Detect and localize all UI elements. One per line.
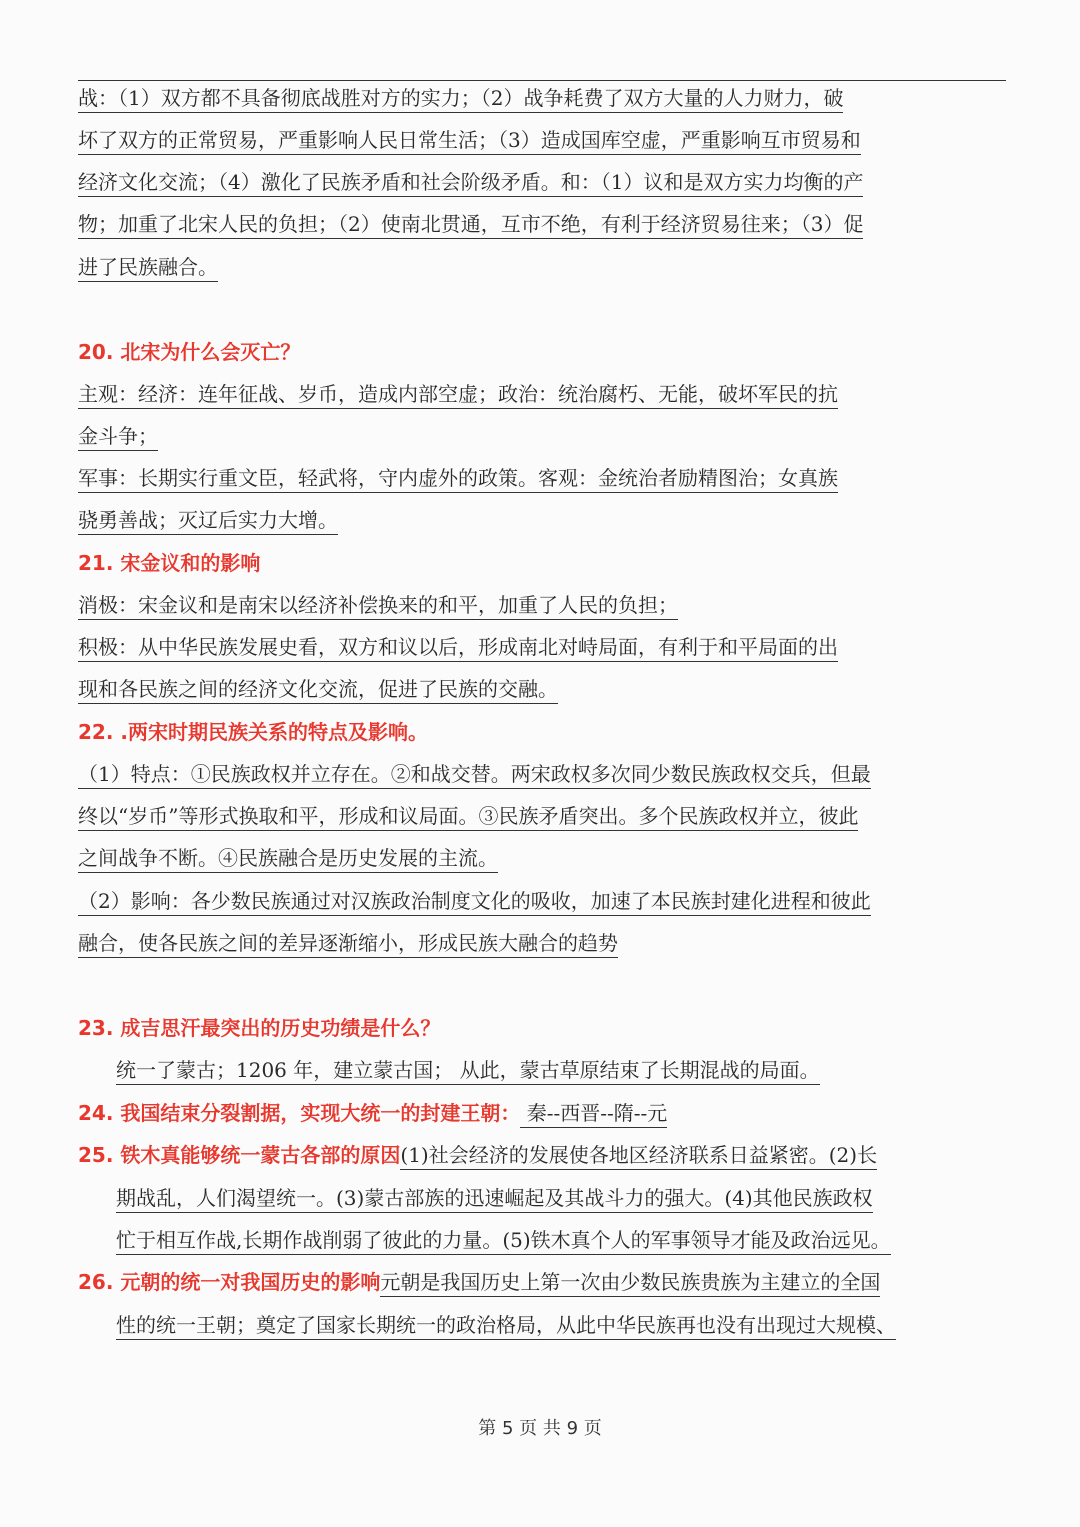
answer-line xyxy=(116,1226,891,1256)
underlined-text: 主观：经济：连年征战、岁币，造成内部空虚；政治：统治腐朽、无能，破坏军民的抗 xyxy=(78,382,838,409)
answer-line xyxy=(116,1311,896,1341)
answer-line xyxy=(78,887,871,917)
answer-line xyxy=(78,760,871,790)
underlined-text: （1）特点：①民族政权并立存在。②和战交替。两宋政权多次同少数民族政权交兵，但最 xyxy=(78,762,871,789)
answer-line xyxy=(78,380,838,410)
answer-line xyxy=(78,633,838,663)
underlined-text: 秦--西晋--隋--元 xyxy=(520,1101,667,1128)
answer-line xyxy=(116,1056,820,1086)
question-26-title: 26. 元朝的统一对我国历史的影响 xyxy=(78,1270,381,1294)
question-24-line xyxy=(78,1099,667,1129)
answer-line xyxy=(78,506,338,536)
underlined-text: （2）影响：各少数民族通过对汉族政治制度文化的吸收，加速了本民族封建化进程和彼此 xyxy=(78,889,871,916)
text-line xyxy=(78,126,861,156)
underlined-text: 终以“岁币”等形式换取和平，形成和议局面。③民族矛盾突出。多个民族政权并立，彼此 xyxy=(78,804,858,831)
underlined-text: 经济文化交流；（4）激化了民族矛盾和社会阶级矛盾。和：（1）议和是双方实力均衡的产 xyxy=(78,170,863,197)
underlined-text: 战：（1）双方都不具备彻底战胜对方的实力；（2）战争耗费了双方大量的人力财力，破 xyxy=(78,86,843,113)
answer-line xyxy=(78,422,158,452)
text-line xyxy=(78,168,863,198)
underlined-text: 忙于相互作战,长期作战削弱了彼此的力量。(5)铁木真个人的军事领导才能及政治远见。 xyxy=(116,1228,891,1255)
question-21-title: 21. 宋金议和的影响 xyxy=(78,551,261,575)
answer-line xyxy=(78,844,498,874)
answer-line xyxy=(78,802,858,832)
question-23-title: 23. 成吉思汗最突出的历史功绩是什么？ xyxy=(78,1016,441,1040)
underlined-text: 期战乱，人们渴望统一。(3)蒙古部族的迅速崛起及其战斗力的强大。(4)其他民族政权 xyxy=(116,1186,873,1213)
answer-line xyxy=(78,591,678,621)
underlined-text: 积极：从中华民族发展史看，双方和议以后，形成南北对峙局面，有利于和平局面的出 xyxy=(78,635,838,662)
answer-line xyxy=(78,464,838,494)
question-25-line xyxy=(78,1141,877,1171)
text-line xyxy=(78,210,863,240)
text-line xyxy=(78,253,218,283)
question-24-title: 24. 我国结束分裂割据，实现大统一的封建王朝： xyxy=(78,1101,521,1125)
text-line xyxy=(78,84,843,114)
underlined-text: 金斗争； xyxy=(78,424,158,451)
page-footer: 第 5 页 共 9 页 xyxy=(478,1418,602,1439)
answer-line xyxy=(78,929,618,959)
answer-line xyxy=(116,1184,873,1214)
underlined-text: 骁勇善战；灭辽后实力大增。 xyxy=(78,508,338,535)
underlined-text: 坏了双方的正常贸易，严重影响人民日常生活；（3）造成国库空虚，严重影响互市贸易和 xyxy=(78,128,861,155)
underlined-text: 物；加重了北宋人民的负担；（2）使南北贯通，互市不绝，有利于经济贸易往来；（3）促 xyxy=(78,212,863,239)
answer-line xyxy=(78,675,558,705)
underlined-text: 之间战争不断。④民族融合是历史发展的主流。 xyxy=(78,846,498,873)
question-26-line xyxy=(78,1268,880,1298)
underlined-text: 元朝是我国历史上第一次由少数民族贵族为主建立的全国 xyxy=(380,1270,880,1297)
underlined-text: (1)社会经济的发展使各地区经济联系日益紧密。(2)长 xyxy=(400,1143,877,1170)
underlined-text: 统一了蒙古；1206 年，建立蒙古国； 从此，蒙古草原结束了长期混战的局面。 xyxy=(116,1058,820,1085)
underlined-text: 性的统一王朝；奠定了国家长期统一的政治格局，从此中华民族再也没有出现过大规模、 xyxy=(116,1313,896,1340)
underlined-text: 现和各民族之间的经济文化交流，促进了民族的交融。 xyxy=(78,677,558,704)
underlined-text: 军事：长期实行重文臣，轻武将，守内虚外的政策。客观：金统治者励精图治；女真族 xyxy=(78,466,838,493)
question-25-title: 25. 铁木真能够统一蒙古各部的原因 xyxy=(78,1143,401,1167)
underlined-text: 消极：宋金议和是南宋以经济补偿换来的和平，加重了人民的负担； xyxy=(78,593,678,620)
underlined-text: 融合，使各民族之间的差异逐渐缩小，形成民族大融合的趋势 xyxy=(78,931,618,958)
top-rule xyxy=(78,80,1006,81)
question-20-title: 20. 北宋为什么会灭亡？ xyxy=(78,340,301,364)
underlined-text: 进了民族融合。 xyxy=(78,255,218,282)
question-22-title: 22. .两宋时期民族关系的特点及影响。 xyxy=(78,720,428,744)
